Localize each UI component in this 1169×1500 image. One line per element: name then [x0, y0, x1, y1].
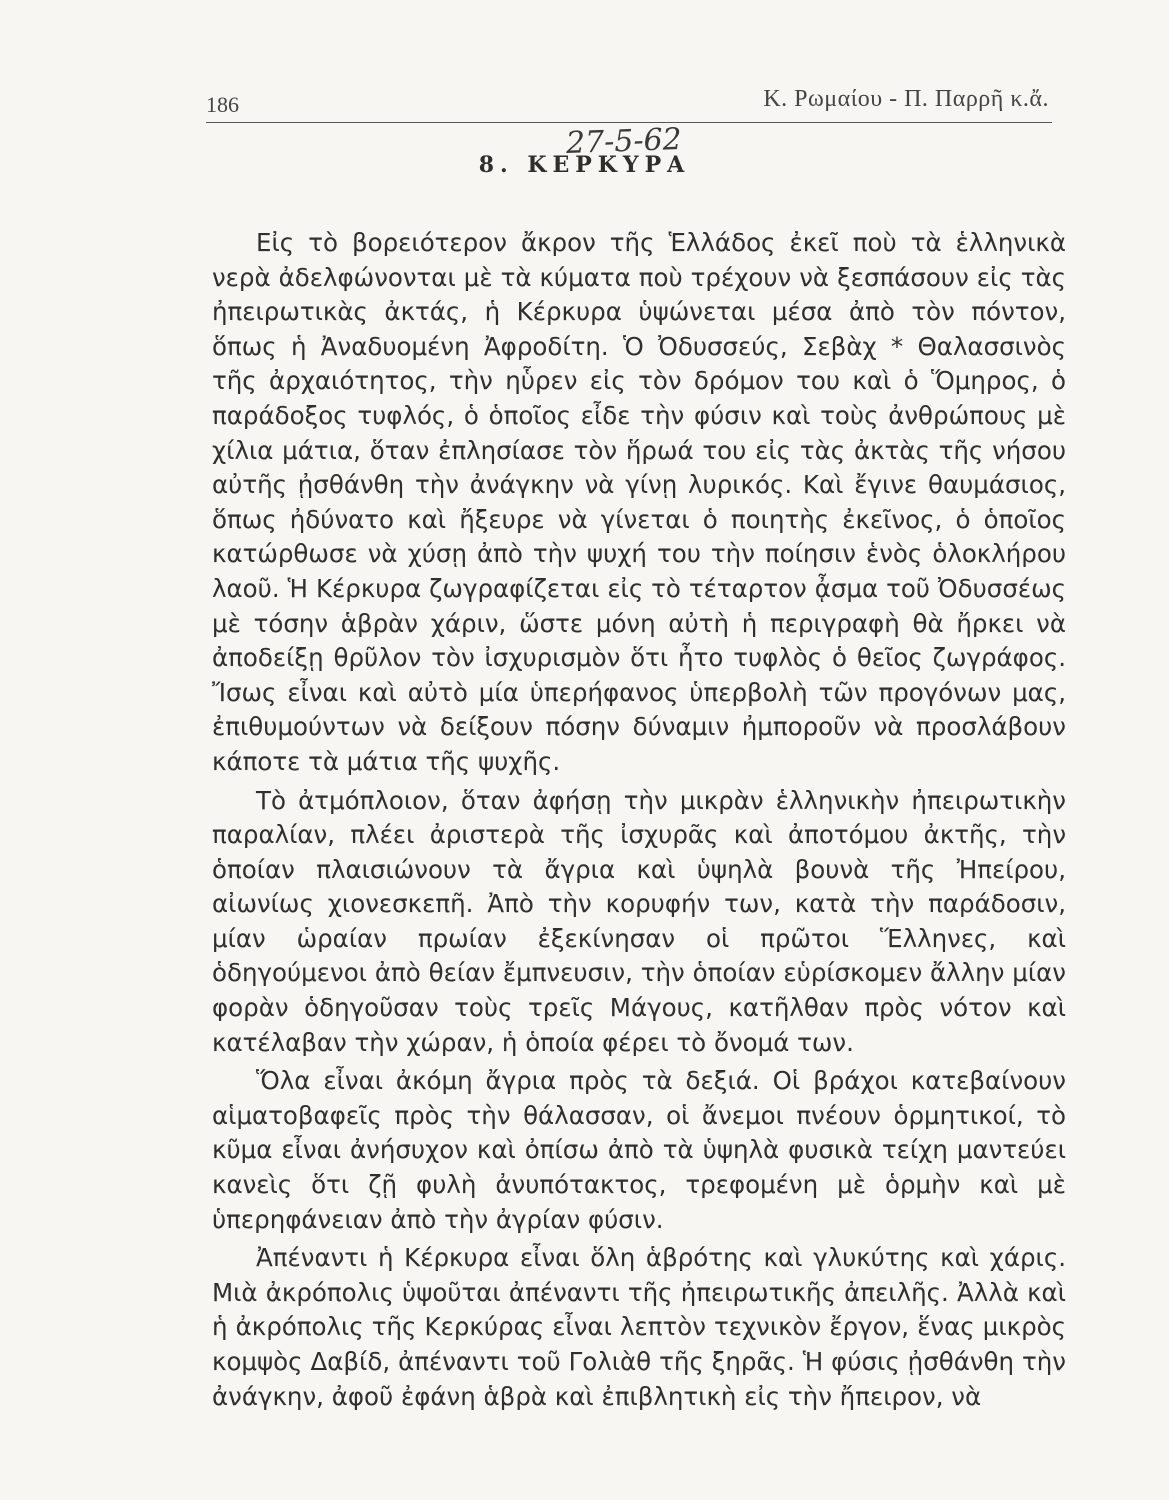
paragraph-4: Ἀπέναντι ἡ Κέρκυρα εἶναι ὅλη ἁβρότης καὶ γλυκύτης καὶ χάρις. Μιὰ ἀκρόπολις ὑψοῦται ἀπέναντι τῆς ἠπειρωτικῆς ἀπειλῆς. Ἀλλὰ καὶ ἡ ἀκρόπολις τῆς Κερκύρας εἶναι λεπτὸν τεχνικὸν ἔργον, ἕνας μικρὸς κομψὸς Δαβίδ, ἀπέναντι τοῦ Γολιὰθ τῆς ξηρᾶς. Ἡ φύσις ᾐσθάνθη τὴν ἀνάγκην, ἀφοῦ ἐφάνη ἁβρὰ καὶ ἐπιβλητικὴ εἰς τὴν ἤπειρον, νὰ [212, 1243, 1066, 1411]
running-head: Κ. Ρωμαίου - Π. Παρρῆ κ.ἄ. [763, 86, 1049, 112]
body-text [212, 226, 1066, 1418]
paragraph-1: Εἰς τὸ βορειότερον ἄκρον τῆς Ἑλλάδος ἐκεῖ ποὺ τὰ ἑλληνικὰ νερὰ ἀδελφώνονται μὲ τὰ κύματα ποὺ τρέχουν νὰ ξεσπάσουν εἰς τὰς ἠπειρωτικὰς ἀκτάς, ἡ Κέρκυρα ὑψώνεται μέσα ἀπὸ τὸν πόντον, ὅπως ἡ Ἀναδυομένη Ἀφροδίτη. Ὁ Ὀδυσσεύς, Σεβὰχ * Θαλασσινὸς τῆς ἀρχαιότητος, τὴν ηὗρεν εἰς τὸν δρόμον του καὶ ὁ Ὅμηρος, ὁ παράδοξος τυφλός, ὁ ὁποῖος εἶδε τὴν φύσιν καὶ τοὺς ἀνθρώπους μὲ χίλια μάτια, ὅταν ἐπλησίασε τὸν ἥρωά του εἰς τὰς ἀκτὰς τῆς νήσου αὐτῆς ᾐσθάνθη τὴν ἀνάγκην νὰ γίνῃ λυρικός. Καὶ ἔγινε θαυμάσιος, ὅπως ἠδύνατο καὶ ἤξευρε νὰ γίνεται ὁ ποιητὴς ἐκεῖνος, ὁ ὁποῖος κατώρθωσε νὰ χύσῃ ἀπὸ τὴν ψυχή του τὴν ποίησιν ἑνὸς ὁλοκλήρου λαοῦ. Ἡ Κέρκυρα ζωγραφίζεται εἰς τὸ τέταρτον ᾆσμα τοῦ Ὀδυσσέως μὲ τόσην ἁβρὰν χάριν, ὥστε μόνη αὐτὴ ἡ περιγραφὴ θὰ ἤρκει νὰ ἀποδείξῃ θρῦλον τὸν ἰσχυρισμὸν ὅτι ἦτο τυφλὸς ὁ θεῖος ζωγράφος. Ἴσως εἶναι καὶ αὐτὸ μία ὑπερήφανος ὑπερβολὴ τῶν προγόνων μας, ἐπιθυμούντων νὰ δείξουν πόσην δύναμιν ἠμποροῦν νὰ προσλάβουν κάποτε τὰ μάτια τῆς ψυχῆς. [212, 228, 1066, 776]
page-number: 186 [206, 92, 239, 117]
paragraph-2: Τὸ ἀτμόπλοιον, ὅταν ἀφήσῃ τὴν μικρὰν ἑλληνικὴν ἠπειρωτικὴν παραλίαν, πλέει ἀριστερὰ τῆς ἰσχυρᾶς καὶ ἀποτόμου ἀκτῆς, τὴν ὁποίαν πλαισιώνουν τὰ ἄγρια καὶ ὑψηλὰ βουνὰ τῆς Ἠπείρου, αἰωνίως χιονεσκεπῆ. Ἀπὸ τὴν κορυφήν των, κατὰ τὴν παράδοσιν, μίαν ὡραίαν πρωίαν ἐξεκίνησαν οἱ πρῶτοι Ἕλληνες, καὶ ὁδηγούμενοι ἀπὸ θείαν ἔμπνευσιν, τὴν ὁποίαν εὑρίσκομεν ἄλλην μίαν φορὰν ὁδηγοῦσαν τοὺς τρεῖς Μάγους, κατῆλθαν πρὸς νότον καὶ κατέλαβαν τὴν χώραν, ἡ ὁποία φέρει τὸ ὄνομά των. [212, 785, 1066, 1057]
chapter-title: 8. ΚΕΡΚΥΡΑ [478, 152, 691, 178]
handwritten-date: 27-5-62 [565, 121, 683, 162]
paragraph-3: Ὅλα εἶναι ἀκόμη ἄγρια πρὸς τὰ δεξιά. Οἱ βράχοι κατεβαίνουν αἱματοβαφεῖς πρὸς τὴν θάλασσαν, οἱ ἄνεμοι πνέουν ὁρμητικοί, τὸ κῦμα εἶναι ἀνήσυχον καὶ ὀπίσω ἀπὸ τὰ ὑψηλὰ φυσικὰ τείχη μαντεύει κανεὶς ὅτι ζῇ φυλὴ ἀνυπότακτος, τρεφομένη μὲ ὁρμὴν καὶ μὲ ὑπερηφάνειαν ἀπὸ τὴν ἀγρίαν φύσιν. [212, 1066, 1066, 1234]
